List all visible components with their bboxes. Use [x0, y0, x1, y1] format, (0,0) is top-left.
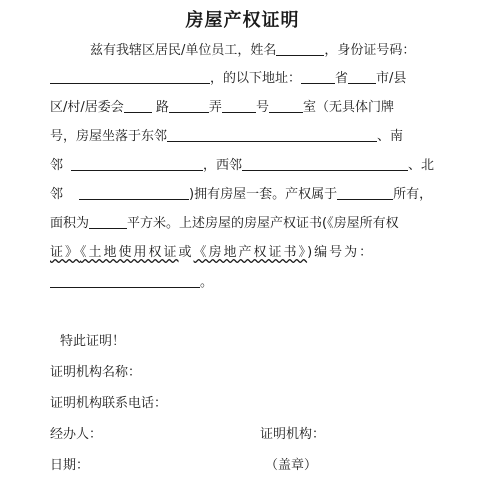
lane-blank[interactable]: [222, 98, 256, 113]
paragraph-line-5: 邻 ，西邻 、北: [50, 158, 435, 173]
paragraph-line-6: 邻 )拥有房屋一套。产权属于 所有，: [50, 187, 433, 202]
south-neighbor-blank[interactable]: [71, 156, 203, 171]
org-name-label: 证明机构名称：: [50, 365, 142, 380]
province-blank[interactable]: [301, 69, 335, 84]
certificate-number-blank[interactable]: [50, 273, 200, 288]
paragraph-line-4: 号，房屋坐落于东邻 、南: [50, 129, 404, 144]
area-blank[interactable]: [89, 214, 127, 229]
district-blank[interactable]: [124, 98, 152, 113]
seal-label: （盖章）: [265, 458, 318, 473]
id-number-blank[interactable]: [50, 69, 210, 84]
number-blank[interactable]: [269, 98, 303, 113]
name-blank[interactable]: [276, 41, 324, 56]
north-neighbor-blank[interactable]: [79, 185, 189, 200]
west-neighbor-blank[interactable]: [242, 156, 408, 171]
city-blank[interactable]: [348, 69, 376, 84]
paragraph-line-8: 证》《土地使用权证或《房地产权证书》)编号为：: [50, 245, 375, 260]
certify-text: 特此证明！: [60, 334, 126, 349]
owner-blank[interactable]: [337, 185, 393, 200]
paragraph-line-7: 面积为 平方米。上述房屋的房屋产权证书(《房屋所有权: [50, 216, 399, 231]
paragraph-line-3: 区/村/居委会 路 弄 号 室（无具体门牌: [50, 100, 394, 115]
paragraph-line-1: 兹有我辖区居民/单位员工，姓名 ，身份证号码：: [90, 43, 416, 58]
east-neighbor-blank[interactable]: [167, 127, 377, 142]
org-phone-label: 证明机构联系电话：: [50, 396, 168, 411]
handler-label: 经办人：: [50, 427, 103, 442]
date-label: 日期：: [50, 458, 90, 473]
paragraph-line-9: 。: [50, 272, 213, 294]
org-label: 证明机构：: [260, 427, 326, 442]
road-blank[interactable]: [169, 98, 209, 113]
document-title: 房屋产权证明: [185, 10, 300, 31]
paragraph-line-2: ，的以下地址： 省 市/县: [50, 68, 406, 90]
